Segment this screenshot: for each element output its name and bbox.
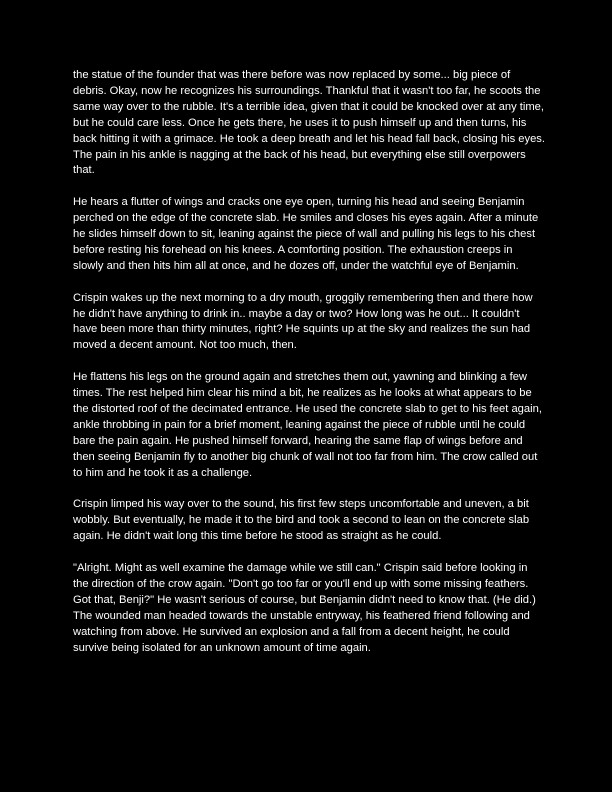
- paragraph-4: He flattens his legs on the ground again and stretches them out, yawning and blinking a few times. The rest helped him clear his mind a bit, he realizes as he looks at what appears to be the distorted roof of the decimated entrance. He used the concrete slab to get to his feet again, ankle throbbing in pain for a brief moment, leaning against the piece of rubble until he could bare the pain again. He pushed himself forward, hearing the same flap of wings before and then seeing Benjamin fly to another big chunk of wall not too far from him. The crow called out to him and he took it as a challenge.: [73, 371, 542, 479]
- paragraph-3: Crispin wakes up the next morning to a dry mouth, groggily remembering then and there how he didn't have anything to drink in.. maybe a day or two? How long was he out... It couldn't have been more than thirty minutes, right? He squints up at the sky and realizes the sun had moved a decent amount. Not too much, then.: [73, 291, 533, 352]
- paragraph-6: "Alright. Might as well examine the damage while we still can." Crispin said before looking in the direction of the crow again. "Don't go too far or you'll end up with some missing feathers. Got that, Benji?" He wasn't serious of course, but Benjamin didn't need to know that. (He did.) The wounded man headed towards the unstable entryway, his feathered friend following and watching from above. He survived an explosion and a fall from a decent height, he could survive being isolated for an unknown amount of time again.: [73, 562, 536, 654]
- paragraph-5: Crispin limped his way over to the sound, his first few steps uncomfortable and uneven, a bit wobbly. But eventually, he made it to the bird and took a second to lean on the concrete slab again. He didn't wait long this time before he stood as straight as he could.: [73, 498, 530, 543]
- story-text: [73, 68, 546, 656]
- paragraph-1: the statue of the founder that was there before was now replaced by some... big piece of debris. Okay, now he recognizes his surroundings. Thankful that it wasn't too far, he scoots the same way over to the rubble. It's a terrible idea, given that it could be knocked over at any time, but he could care less. Once he gets there, he uses it to push himself up and then turns, his back hitting it with a grimace. He took a deep breath and let his head fall back, closing his eyes. The pain in his ankle is nagging at the back of his head, but everything else still overpowers that.: [73, 69, 546, 177]
- paragraph-2: He hears a flutter of wings and cracks one eye open, turning his head and seeing Benjamin perched on the edge of the concrete slab. He smiles and closes his eyes again. After a minute he slides himself down to sit, leaning against the piece of wall and pulling his legs to his chest before resting his forehead on his knees. A comforting position. The exhaustion creeps in slowly and then hits him all at once, and he dozes off, under the watchful eye of Benjamin.: [73, 196, 539, 272]
